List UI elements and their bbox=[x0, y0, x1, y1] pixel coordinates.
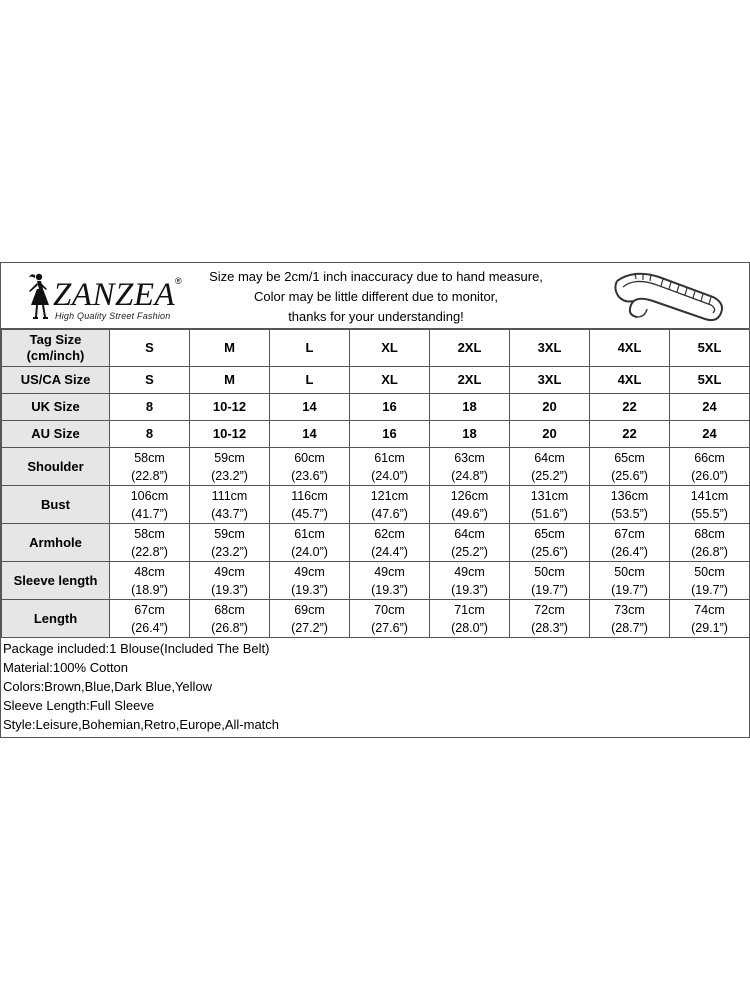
cell-inch: (19.3”) bbox=[211, 582, 248, 597]
cell-cm: 48cm bbox=[134, 564, 165, 579]
table-cell: 10-12 bbox=[190, 394, 270, 421]
row-header: Bust bbox=[2, 486, 110, 524]
table-cell bbox=[510, 486, 590, 524]
cell-inch: (19.3”) bbox=[451, 582, 488, 597]
table-cell: 3XL bbox=[510, 367, 590, 394]
table-cell bbox=[350, 524, 430, 562]
registered-mark: ® bbox=[175, 276, 182, 286]
cell-cm: 65cm bbox=[614, 450, 645, 465]
cell-inch: (24.0”) bbox=[371, 468, 408, 483]
table-cell bbox=[110, 486, 190, 524]
table-cell: 5XL bbox=[670, 367, 750, 394]
table-cell bbox=[510, 562, 590, 600]
table-cell bbox=[670, 600, 750, 638]
cell-inch: (26.0”) bbox=[691, 468, 728, 483]
cell-inch: (23.6”) bbox=[291, 468, 328, 483]
cell-inch: (43.7”) bbox=[211, 506, 248, 521]
row-header: US/CA Size bbox=[2, 367, 110, 394]
table-cell bbox=[270, 524, 350, 562]
size-column-header: 4XL bbox=[590, 330, 670, 367]
table-cell bbox=[430, 524, 510, 562]
table-row bbox=[2, 562, 750, 600]
info-sleeve-length: Sleeve Length:Full Sleeve bbox=[3, 698, 155, 713]
table-cell bbox=[110, 600, 190, 638]
table-cell: 24 bbox=[670, 394, 750, 421]
table-cell bbox=[270, 600, 350, 638]
row-header: AU Size bbox=[2, 421, 110, 448]
size-column-header: L bbox=[270, 330, 350, 367]
cell-cm: 126cm bbox=[450, 488, 489, 503]
cell-inch: (19.7”) bbox=[531, 582, 568, 597]
size-column-header: XL bbox=[350, 330, 430, 367]
row-header: Length bbox=[2, 600, 110, 638]
table-cell bbox=[590, 524, 670, 562]
table-cell: 10-12 bbox=[190, 421, 270, 448]
cell-cm: 106cm bbox=[130, 488, 169, 503]
table-row bbox=[2, 448, 750, 486]
cell-cm: 50cm bbox=[694, 564, 725, 579]
cell-cm: 136cm bbox=[610, 488, 649, 503]
table-cell bbox=[430, 562, 510, 600]
table-cell bbox=[190, 600, 270, 638]
cell-inch: (22.8”) bbox=[131, 544, 168, 559]
table-cell bbox=[350, 600, 430, 638]
cell-cm: 65cm bbox=[534, 526, 565, 541]
cell-inch: (22.8”) bbox=[131, 468, 168, 483]
table-cell bbox=[510, 448, 590, 486]
cell-cm: 60cm bbox=[294, 450, 325, 465]
cell-inch: (25.2”) bbox=[451, 544, 488, 559]
table-cell: XL bbox=[350, 367, 430, 394]
disclaimer-notice bbox=[201, 267, 551, 327]
cell-inch: (19.3”) bbox=[371, 582, 408, 597]
cell-cm: 61cm bbox=[374, 450, 405, 465]
cell-cm: 61cm bbox=[294, 526, 325, 541]
size-column-header: S bbox=[110, 330, 190, 367]
table-cell bbox=[270, 562, 350, 600]
table-cell: L bbox=[270, 367, 350, 394]
cell-inch: (29.1”) bbox=[691, 620, 728, 635]
table-cell bbox=[350, 486, 430, 524]
header-label-line: (cm/inch) bbox=[26, 348, 85, 363]
table-cell bbox=[110, 448, 190, 486]
row-header: Shoulder bbox=[2, 448, 110, 486]
table-cell: 2XL bbox=[430, 367, 510, 394]
cell-cm: 68cm bbox=[694, 526, 725, 541]
table-cell: 18 bbox=[430, 394, 510, 421]
row-header: Armhole bbox=[2, 524, 110, 562]
cell-cm: 111cm bbox=[211, 488, 248, 503]
cell-inch: (28.7”) bbox=[611, 620, 648, 635]
cell-inch: (28.0”) bbox=[451, 620, 488, 635]
table-cell bbox=[510, 600, 590, 638]
size-column-header: M bbox=[190, 330, 270, 367]
table-cell bbox=[590, 448, 670, 486]
row-header: UK Size bbox=[2, 394, 110, 421]
woman-silhouette-icon bbox=[17, 271, 57, 321]
table-cell bbox=[590, 562, 670, 600]
table-cell bbox=[430, 486, 510, 524]
cell-inch: (26.8”) bbox=[211, 620, 248, 635]
table-cell: 22 bbox=[590, 394, 670, 421]
cell-cm: 50cm bbox=[614, 564, 645, 579]
cell-inch: (28.3”) bbox=[531, 620, 568, 635]
table-cell bbox=[670, 562, 750, 600]
cell-cm: 63cm bbox=[454, 450, 485, 465]
header-label-line: Tag Size bbox=[29, 332, 82, 347]
cell-inch: (23.2”) bbox=[211, 468, 248, 483]
cell-cm: 49cm bbox=[294, 564, 325, 579]
cell-inch: (24.4”) bbox=[371, 544, 408, 559]
cell-cm: 49cm bbox=[214, 564, 245, 579]
cell-inch: (26.8”) bbox=[691, 544, 728, 559]
cell-inch: (25.6”) bbox=[531, 544, 568, 559]
cell-cm: 121cm bbox=[370, 488, 409, 503]
table-row bbox=[2, 421, 750, 448]
cell-cm: 67cm bbox=[614, 526, 645, 541]
table-cell bbox=[190, 562, 270, 600]
table-row bbox=[2, 486, 750, 524]
size-chart bbox=[0, 262, 750, 738]
brand-tagline: High Quality Street Fashion bbox=[55, 311, 171, 321]
table-cell: 16 bbox=[350, 421, 430, 448]
cell-inch: (55.5”) bbox=[691, 506, 728, 521]
table-cell bbox=[590, 600, 670, 638]
table-cell: 18 bbox=[430, 421, 510, 448]
cell-cm: 141cm bbox=[690, 488, 729, 503]
table-cell: 8 bbox=[110, 394, 190, 421]
cell-inch: (25.6”) bbox=[611, 468, 648, 483]
table-cell bbox=[110, 524, 190, 562]
notice-line: thanks for your understanding! bbox=[288, 309, 464, 324]
cell-cm: 62cm bbox=[374, 526, 405, 541]
table-cell bbox=[350, 562, 430, 600]
table-row bbox=[2, 600, 750, 638]
cell-inch: (26.4”) bbox=[611, 544, 648, 559]
cell-cm: 116cm bbox=[291, 488, 328, 503]
table-cell bbox=[590, 486, 670, 524]
table-cell: 14 bbox=[270, 394, 350, 421]
table-row bbox=[2, 367, 750, 394]
cell-cm: 59cm bbox=[214, 526, 245, 541]
cell-inch: (27.2”) bbox=[291, 620, 328, 635]
cell-cm: 58cm bbox=[134, 526, 165, 541]
table-cell bbox=[430, 448, 510, 486]
table-cell: 4XL bbox=[590, 367, 670, 394]
cell-cm: 49cm bbox=[454, 564, 485, 579]
cell-inch: (27.6”) bbox=[371, 620, 408, 635]
cell-cm: 71cm bbox=[454, 602, 485, 617]
table-cell: 22 bbox=[590, 421, 670, 448]
cell-inch: (23.2”) bbox=[211, 544, 248, 559]
table-cell: 20 bbox=[510, 394, 590, 421]
table-cell: M bbox=[190, 367, 270, 394]
cell-inch: (24.0”) bbox=[291, 544, 328, 559]
table-header-row bbox=[2, 330, 750, 367]
table-cell: S bbox=[110, 367, 190, 394]
info-package: Package included:1 Blouse(Included The Belt) bbox=[3, 641, 270, 656]
table-row bbox=[2, 394, 750, 421]
cell-cm: 72cm bbox=[534, 602, 565, 617]
cell-inch: (41.7”) bbox=[131, 506, 168, 521]
brand-logo bbox=[7, 267, 197, 323]
chart-header bbox=[1, 263, 749, 329]
table-cell bbox=[270, 448, 350, 486]
notice-line: Color may be little different due to monitor, bbox=[254, 289, 498, 304]
cell-inch: (26.4”) bbox=[131, 620, 168, 635]
cell-cm: 50cm bbox=[534, 564, 565, 579]
table-cell bbox=[670, 448, 750, 486]
cell-inch: (19.7”) bbox=[691, 582, 728, 597]
table-cell bbox=[270, 486, 350, 524]
cell-cm: 64cm bbox=[534, 450, 565, 465]
cell-inch: (47.6”) bbox=[371, 506, 408, 521]
info-colors: Colors:Brown,Blue,Dark Blue,Yellow bbox=[3, 679, 213, 694]
table-cell: 20 bbox=[510, 421, 590, 448]
cell-inch: (45.7”) bbox=[291, 506, 328, 521]
cell-inch: (19.7”) bbox=[611, 582, 648, 597]
cell-inch: (24.8”) bbox=[451, 468, 488, 483]
cell-inch: (19.3”) bbox=[291, 582, 328, 597]
table-cell bbox=[190, 448, 270, 486]
info-material: Material:100% Cotton bbox=[3, 660, 129, 675]
cell-cm: 131cm bbox=[530, 488, 569, 503]
row-header: Sleeve length bbox=[2, 562, 110, 600]
cell-inch: (53.5”) bbox=[611, 506, 648, 521]
cell-cm: 66cm bbox=[694, 450, 725, 465]
cell-cm: 67cm bbox=[134, 602, 165, 617]
table-cell bbox=[670, 486, 750, 524]
table-cell bbox=[190, 524, 270, 562]
table-cell bbox=[350, 448, 430, 486]
table-cell bbox=[430, 600, 510, 638]
cell-cm: 70cm bbox=[374, 602, 405, 617]
cell-cm: 68cm bbox=[214, 602, 245, 617]
info-style: Style:Leisure,Bohemian,Retro,Europe,All-match bbox=[3, 717, 280, 732]
size-table bbox=[1, 329, 750, 638]
size-column-header: 2XL bbox=[430, 330, 510, 367]
size-column-header: 3XL bbox=[510, 330, 590, 367]
table-cell: 24 bbox=[670, 421, 750, 448]
table-cell bbox=[670, 524, 750, 562]
table-cell: 8 bbox=[110, 421, 190, 448]
brand-name: ZANZEA bbox=[53, 277, 176, 313]
measuring-tape-icon bbox=[613, 267, 731, 327]
cell-cm: 74cm bbox=[694, 602, 725, 617]
cell-cm: 59cm bbox=[214, 450, 245, 465]
cell-cm: 64cm bbox=[454, 526, 485, 541]
table-cell bbox=[510, 524, 590, 562]
table-cell bbox=[110, 562, 190, 600]
cell-inch: (18.9”) bbox=[131, 582, 168, 597]
size-column-header: 5XL bbox=[670, 330, 750, 367]
cell-inch: (25.2”) bbox=[531, 468, 568, 483]
table-cell bbox=[190, 486, 270, 524]
table-cell: 16 bbox=[350, 394, 430, 421]
cell-cm: 73cm bbox=[614, 602, 645, 617]
cell-inch: (49.6”) bbox=[451, 506, 488, 521]
notice-line: Size may be 2cm/1 inch inaccuracy due to hand measure, bbox=[209, 269, 543, 284]
row-header-tag-size bbox=[2, 330, 110, 367]
table-cell: 14 bbox=[270, 421, 350, 448]
cell-cm: 69cm bbox=[294, 602, 325, 617]
product-info bbox=[3, 639, 743, 734]
cell-cm: 58cm bbox=[134, 450, 165, 465]
cell-cm: 49cm bbox=[374, 564, 405, 579]
cell-inch: (51.6”) bbox=[531, 506, 568, 521]
table-row bbox=[2, 524, 750, 562]
